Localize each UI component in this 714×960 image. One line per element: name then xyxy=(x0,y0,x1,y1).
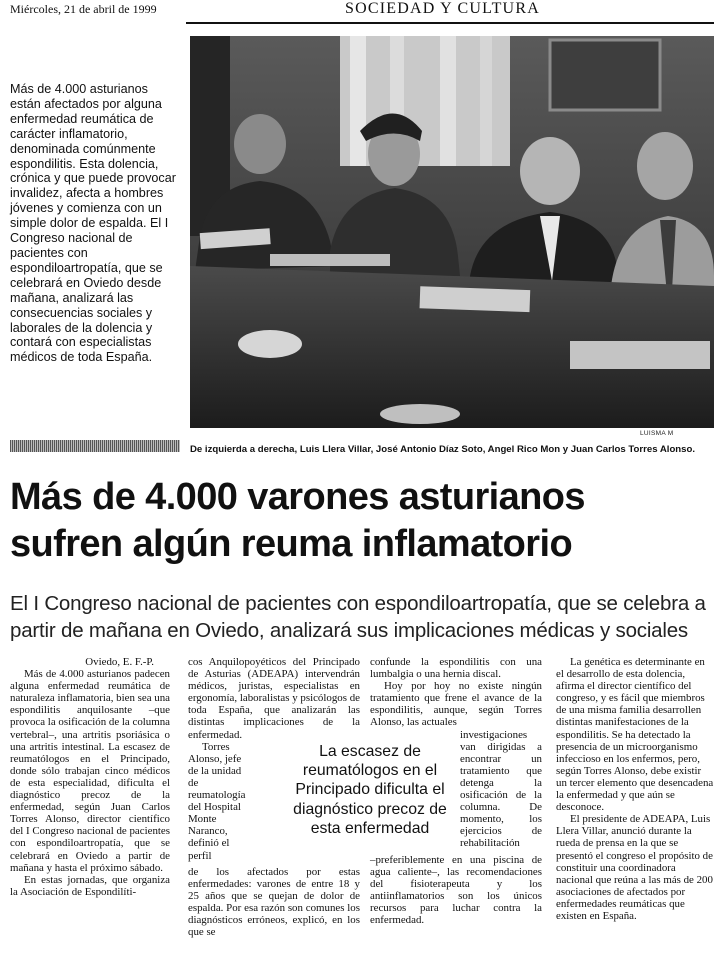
subheadline-line-1: El I Congreso nacional de pacientes con espondiloartropatía, que se celebra a xyxy=(10,592,706,615)
paragraph: de los afectados por estas enfermedades: varones de entre 18 y 25 años que se quejan de dolor de espalda. Por esa razón son comunes los diagnósticos erróneos, explicó, en los que se xyxy=(188,865,360,939)
paragraph-wrap: Torres Alonso, jefe de la unidad de reumatología del Hospital Monte Naranco, definió el perfil xyxy=(188,740,246,862)
paragraph: En estas jornadas, que organiza la Asociación de Espondilíti- xyxy=(10,873,170,898)
photo-credit: LUISMA M xyxy=(640,430,674,437)
paragraph: confunde la espondilitis con una lumbalgia o una hernia discal. xyxy=(370,656,542,681)
section-title: SOCIEDAD Y CULTURA xyxy=(345,0,540,17)
byline: Oviedo, E. F.-P. xyxy=(85,656,154,668)
subheadline-line-2: partir de mañana en Oviedo, analizará sus implicaciones médicas y sociales xyxy=(10,619,688,642)
paragraph: El presidente de ADEAPA, Luis Llera Villar, anunció durante la rueda de prensa en la que se presentó el congreso el propósito de constituir una coordinadora nacional que reúna a las más de 200 asociaciones de afectados por enfermedades reumáticas que existen en España. xyxy=(556,813,713,922)
article-column-4 xyxy=(556,656,714,922)
article-column-1 xyxy=(10,656,170,898)
headline xyxy=(10,474,714,568)
paragraph: cos Anquilopoyéticos del Principado de Asturias (ADEAPA) intervendrán médicos, juristas, especialistas en ergonomía, laboralistas y psicólogos de toda España, que analizarán las distintas implicaciones de la enfermedad. xyxy=(188,656,360,741)
paragraph-wrap: investigaciones van dirigidas a encontrar un tratamiento que detenga la osificación de la columna. De momento, los ejercicios de rehabilitación xyxy=(460,728,542,850)
subheadline xyxy=(10,590,714,644)
intro-divider xyxy=(10,440,180,452)
news-photo xyxy=(190,36,714,428)
paragraph: –preferiblemente en una piscina de agua caliente–, las recomendaciones del fisioterapeuta y los antiinflamatorios son los únicos recursos para luchar contra la enfermedad. xyxy=(370,853,542,926)
pull-quote: La escasez de reumatólogos en el Principado dificulta el diagnóstico precoz de esta enfermedad xyxy=(282,740,458,840)
header-rule xyxy=(186,22,714,24)
paragraph: Hoy por hoy no existe ningún tratamiento que frene el avance de la espondilitis, aunque, según Torres Alonso, las actuales xyxy=(370,680,542,729)
issue-date: Miércoles, 21 de abril de 1999 xyxy=(10,2,157,16)
headline-line-2: sufren algún reuma inflamatorio xyxy=(10,523,573,565)
headline-line-1: Más de 4.000 varones asturianos xyxy=(10,476,585,518)
paragraph: La genética es determinante en el desarrollo de esta dolencia, afirma el director científico del congreso, y es fácil que miembros de una misma familia desarrollen distintas manifestaciones de la espondilitis. Se ha detectado la presencia de un microorganismo infeccioso en los enfermos, pero, según Torres Alonso, debe existir un tercer elemento que desencadena la enfermedad y que aún se desconoce. xyxy=(556,656,714,814)
intro-summary: Más de 4.000 asturianos están afectados por alguna enfermedad reumática de carácter inflamatorio, denominada comúnmente espondilitis. Esta dolencia, crónica y que puede provocar invalidez, afecta a hombres jóvenes y comienza con un simple dolor de espalda. El I Congreso nacional de pacientes con espondiloartropatía, que se celebrará en Oviedo desde mañana, analizará las consecuencias sociales y laborales de la dolencia y contará con especialistas médicos de toda España. xyxy=(10,82,176,365)
photo-caption: De izquierda a derecha, Luis Llera Villar, José Antonio Díaz Soto, Angel Rico Mon y Juan Carlos Torres Alonso. xyxy=(190,444,696,455)
paragraph: Más de 4.000 asturianos padecen alguna enfermedad reumática de naturaleza inflamatoria, bien sea una espondilitis anquilosante –que provoca la osificación de la columna vertebral–, una artritis psoriásica o una artritis intestinal. La escasez de reumatólogos en el Principado, donde sólo trabajan cinco médicos de esta especialidad, dificulta el diagnóstico precoz de la enfermedad, según Juan Carlos Torres Alonso, director científico del I Congreso nacional de pacientes con espondiloartropatía, que se celebrará en Oviedo a partir de mañana y hasta el próximo sábado. xyxy=(10,668,170,874)
